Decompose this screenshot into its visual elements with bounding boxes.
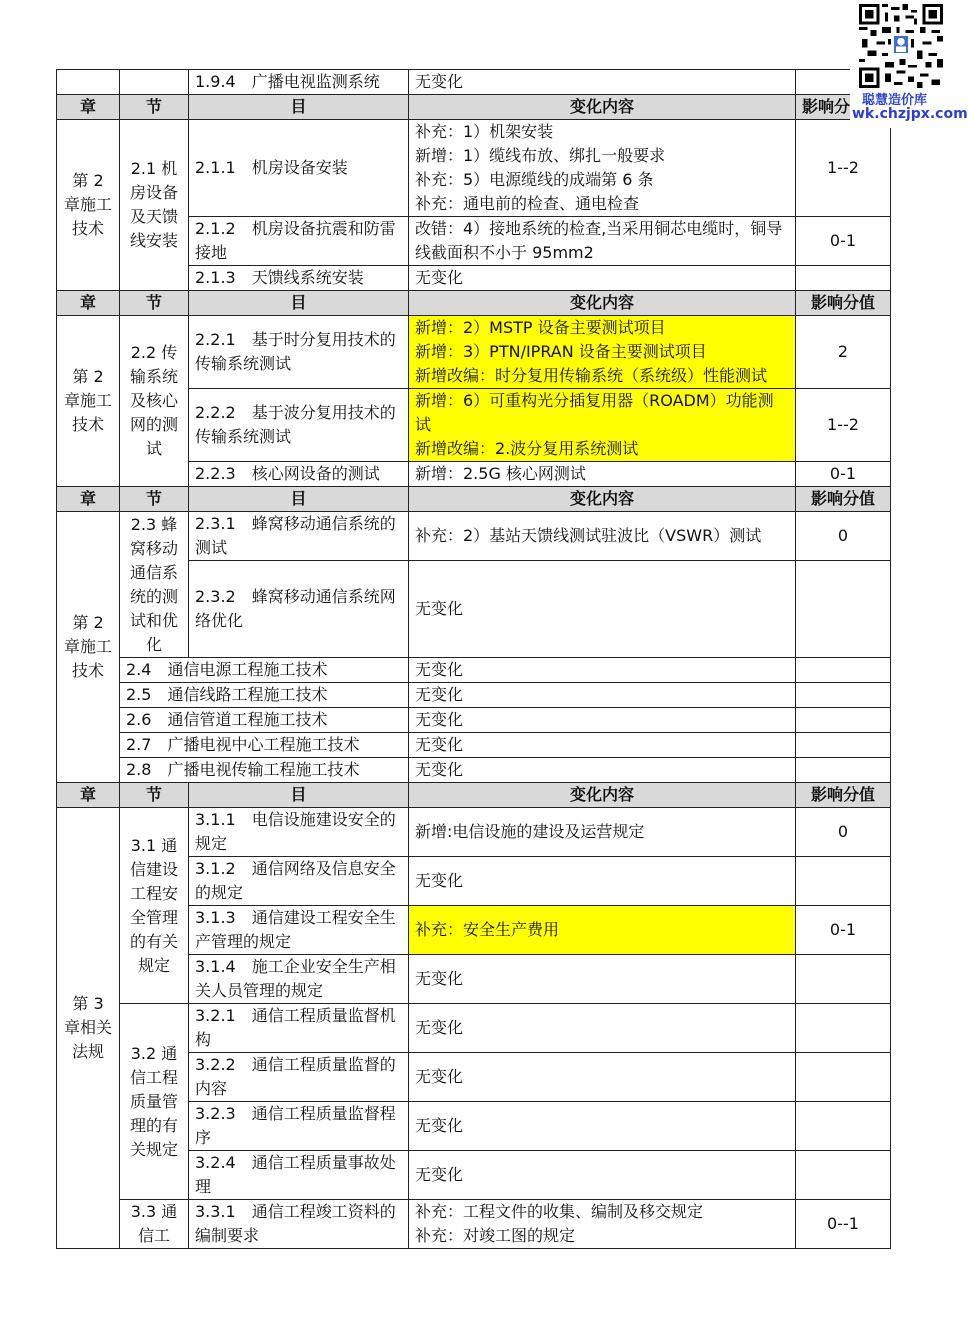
- header-score: 影响分值: [796, 487, 891, 512]
- score-cell: 0-1: [796, 906, 891, 955]
- table-row: [57, 1200, 891, 1249]
- table-row: [57, 733, 891, 758]
- change-line: 补充：通电前的检查、通电检查: [415, 194, 640, 213]
- item-cell: 2.2.1 基于时分复用技术的传输系统测试: [189, 316, 409, 389]
- item-cell: 2.1.3 天馈线系统安装: [189, 266, 409, 291]
- score-cell: [796, 1151, 891, 1200]
- item-cell: 2.2.2 基于波分复用技术的传输系统测试: [189, 389, 409, 462]
- chapter-cell: 第 2 章施工技术: [57, 512, 120, 783]
- item-cell: 3.1.3 通信建设工程安全生产管理的规定: [189, 906, 409, 955]
- change-cell-highlighted: [409, 316, 796, 389]
- item-cell: 3.1.1 电信设施建设安全的规定: [189, 808, 409, 857]
- section-cell: [120, 70, 189, 95]
- change-cell: 无变化: [409, 266, 796, 291]
- header-score: 影响分: [796, 95, 891, 120]
- change-cell: 无变化: [409, 70, 796, 95]
- section-cell: 3.2 通信工程质量管理的有关规定: [120, 1004, 189, 1200]
- change-line: 新增：2）MSTP 设备主要测试项目: [415, 318, 666, 337]
- change-line: 补充：5）电源缆线的成端第 6 条: [415, 170, 654, 189]
- table-row: [57, 70, 891, 95]
- change-cell: 改错：4）接地系统的检查,当采用铜芯电缆时，铜导线截面积不小于 95mm2: [409, 217, 796, 266]
- score-cell: [796, 1102, 891, 1151]
- header-item: 目: [189, 783, 409, 808]
- score-cell: 0-1: [796, 462, 891, 487]
- item-cell: 3.2.1 通信工程质量监督机构: [189, 1004, 409, 1053]
- change-cell: 无变化: [409, 955, 796, 1004]
- table-row: [57, 512, 891, 561]
- change-cell: 无变化: [409, 733, 796, 758]
- score-cell: [796, 708, 891, 733]
- section-cell: 2.1 机房设备及天馈线安装: [120, 120, 189, 291]
- header-change: 变化内容: [409, 487, 796, 512]
- item-cell: 2.6 通信管道工程施工技术: [120, 708, 409, 733]
- change-cell: 补充：2）基站天馈线测试驻波比（VSWR）测试: [409, 512, 796, 561]
- score-cell: [796, 266, 891, 291]
- exam-change-table: [56, 69, 891, 1249]
- change-cell: [409, 120, 796, 217]
- score-cell: 0--1: [796, 1200, 891, 1249]
- header-item: 目: [189, 487, 409, 512]
- header-section: 节: [120, 95, 189, 120]
- item-cell: 3.2.3 通信工程质量监督程序: [189, 1102, 409, 1151]
- header-change: 变化内容: [409, 95, 796, 120]
- score-cell: 2: [796, 316, 891, 389]
- section-cell: 3.3 通信工: [120, 1200, 189, 1249]
- change-cell: 无变化: [409, 857, 796, 906]
- watermark-site-url: wk.chzjpx.com: [852, 106, 968, 122]
- item-cell: 2.1.2 机房设备抗震和防雷接地: [189, 217, 409, 266]
- change-line: 新增改编：2.波分复用系统测试: [415, 439, 639, 458]
- table-row: [57, 120, 891, 217]
- chapter-cell: 第 2 章施工技术: [57, 120, 120, 291]
- item-cell: 3.2.4 通信工程质量事故处理: [189, 1151, 409, 1200]
- score-cell: [796, 1004, 891, 1053]
- change-line: 新增改编：时分复用传输系统（系统级）性能测试: [415, 366, 768, 385]
- section-cell: 2.3 蜂窝移动通信系统的测试和优化: [120, 512, 189, 658]
- change-cell: 新增：2.5G 核心网测试: [409, 462, 796, 487]
- score-cell: [796, 857, 891, 906]
- score-cell: 1--2: [796, 389, 891, 462]
- change-cell: 无变化: [409, 683, 796, 708]
- header-score: 影响分值: [796, 783, 891, 808]
- chapter-cell: 第 3 章相关法规: [57, 808, 120, 1249]
- table-row: [57, 758, 891, 783]
- header-score: 影响分值: [796, 291, 891, 316]
- item-cell: 2.3.2 蜂窝移动通信系统网络优化: [189, 561, 409, 658]
- table-row: [57, 808, 891, 857]
- change-cell: 无变化: [409, 1102, 796, 1151]
- header-chapter: 章: [57, 487, 120, 512]
- table-header-row: [57, 783, 891, 808]
- item-cell: 2.7 广播电视中心工程施工技术: [120, 733, 409, 758]
- change-cell-highlighted: 补充：安全生产费用: [409, 906, 796, 955]
- item-cell: 2.3.1 蜂窝移动通信系统的测试: [189, 512, 409, 561]
- score-cell: [796, 561, 891, 658]
- watermark-site-name: 聪慧造价库: [862, 93, 928, 108]
- item-cell: 3.3.1 通信工程竣工资料的编制要求: [189, 1200, 409, 1249]
- table-header-row: [57, 291, 891, 316]
- item-cell: 2.5 通信线路工程施工技术: [120, 683, 409, 708]
- item-cell: 3.1.4 施工企业安全生产相关人员管理的规定: [189, 955, 409, 1004]
- header-chapter: 章: [57, 95, 120, 120]
- header-change: 变化内容: [409, 291, 796, 316]
- table-row: [57, 683, 891, 708]
- change-cell: 无变化: [409, 658, 796, 683]
- score-cell: 0: [796, 512, 891, 561]
- table-row: [57, 316, 891, 389]
- item-cell: 2.8 广播电视传输工程施工技术: [120, 758, 409, 783]
- score-cell: 0: [796, 808, 891, 857]
- change-line: 补充：对竣工图的规定: [415, 1226, 576, 1245]
- change-cell: 新增:电信设施的建设及运营规定: [409, 808, 796, 857]
- item-cell: 2.2.3 核心网设备的测试: [189, 462, 409, 487]
- change-cell: 无变化: [409, 1053, 796, 1102]
- score-cell: [796, 955, 891, 1004]
- header-section: 节: [120, 291, 189, 316]
- change-line: 补充：工程文件的收集、编制及移交规定: [415, 1202, 704, 1221]
- score-cell: [796, 758, 891, 783]
- change-line: 新增：1）缆线布放、绑扎一般要求: [415, 146, 666, 165]
- header-item: 目: [189, 291, 409, 316]
- item-cell: 2.1.1 机房设备安装: [189, 120, 409, 217]
- change-line: 补充：1）机架安装: [415, 122, 554, 141]
- score-cell: 0-1: [796, 217, 891, 266]
- score-cell: 1--2: [796, 120, 891, 217]
- table-header-row: [57, 487, 891, 512]
- chapter-cell: [57, 70, 120, 95]
- section-cell: 3.1 通信建设工程安全管理的有关规定: [120, 808, 189, 1004]
- change-cell: [409, 1200, 796, 1249]
- header-chapter: 章: [57, 291, 120, 316]
- header-section: 节: [120, 487, 189, 512]
- change-cell-highlighted: [409, 389, 796, 462]
- change-cell: 无变化: [409, 708, 796, 733]
- header-chapter: 章: [57, 783, 120, 808]
- change-cell: 无变化: [409, 1004, 796, 1053]
- change-line: 新增：3）PTN/IPRAN 设备主要测试项目: [415, 342, 707, 361]
- section-cell: 2.2 传输系统及核心网的测试: [120, 316, 189, 487]
- score-cell: [796, 683, 891, 708]
- header-change: 变化内容: [409, 783, 796, 808]
- qr-code-icon: [858, 4, 944, 88]
- header-section: 节: [120, 783, 189, 808]
- item-cell: 3.2.2 通信工程质量监督的内容: [189, 1053, 409, 1102]
- change-cell: 无变化: [409, 561, 796, 658]
- item-cell: 1.9.4 广播电视监测系统: [189, 70, 409, 95]
- table-header-row: [57, 95, 891, 120]
- change-cell: 无变化: [409, 1151, 796, 1200]
- header-item: 目: [189, 95, 409, 120]
- table-row: [57, 708, 891, 733]
- table-row: [57, 1004, 891, 1053]
- item-cell: 2.4 通信电源工程施工技术: [120, 658, 409, 683]
- score-cell: [796, 733, 891, 758]
- change-line: 新增：6）可重构光分插复用器（ROADM）功能测试: [415, 391, 774, 434]
- item-cell: 3.1.2 通信网络及信息安全的规定: [189, 857, 409, 906]
- table-row: [57, 658, 891, 683]
- chapter-cell: 第 2 章施工技术: [57, 316, 120, 487]
- change-cell: 无变化: [409, 758, 796, 783]
- score-cell: [796, 1053, 891, 1102]
- score-cell: [796, 658, 891, 683]
